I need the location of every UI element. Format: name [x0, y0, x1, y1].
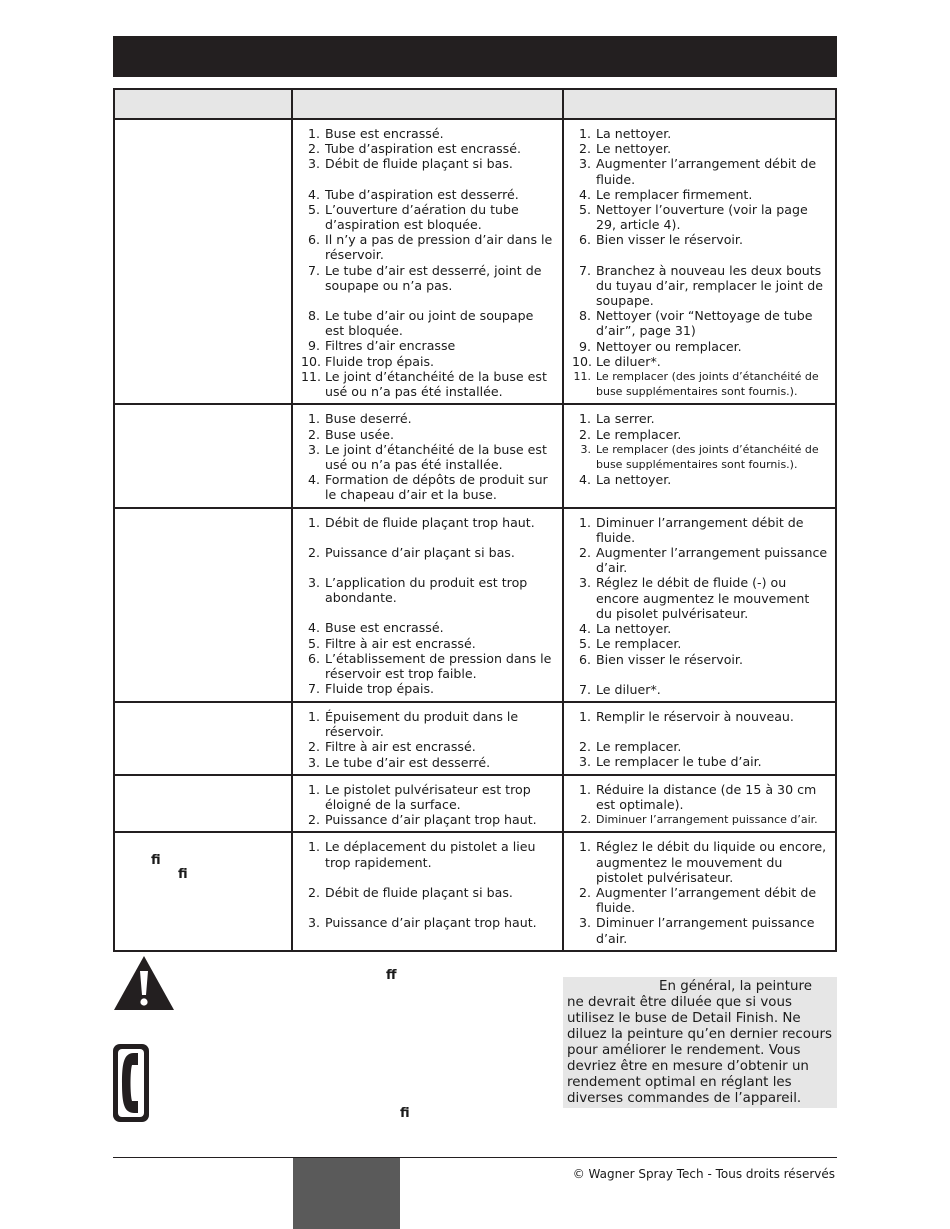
item-text: Épuisement du produit dans le réservoir.	[325, 708, 519, 740]
item-text: Le tube d’air est desserré.	[325, 754, 491, 770]
solution-item	[572, 354, 829, 369]
item-text: Filtre à air est encrassé.	[325, 635, 476, 651]
solution-item	[572, 682, 829, 697]
item-text: Nettoyer l’ouverture (voir la page 29, article 4).	[596, 202, 808, 233]
item-text: Puissance d’air plaçant si bas.	[325, 544, 515, 560]
solution-item	[572, 442, 829, 472]
table-row	[114, 119, 836, 404]
item-text: L’établissement de pression dans le réservoir est trop faible.	[325, 650, 552, 682]
cause-item	[301, 885, 556, 900]
solution-item	[572, 885, 829, 915]
cause-cell	[292, 702, 563, 775]
item-text: Débit de fluide plaçant trop haut.	[325, 514, 535, 530]
item-number: 7.	[307, 262, 320, 278]
item-text: La serrer.	[596, 411, 655, 427]
item-number: 5.	[578, 636, 591, 652]
item-number: 9.	[578, 338, 591, 354]
cause-list	[301, 782, 556, 828]
item-text: Le remplacer firmement.	[596, 186, 753, 202]
solution-list	[572, 515, 829, 697]
cause-cell	[292, 775, 563, 833]
item-number: 5.	[307, 201, 320, 217]
problem-cell	[114, 832, 292, 950]
table-row	[114, 775, 836, 833]
item-text: Le diluer*.	[596, 353, 661, 369]
cause-cell	[292, 119, 563, 404]
note-body: ne devrait être diluée que si vous utilisez le buse de Detail Finish. Ne diluez la peinture qu’en dernier recours pour améliorer le rendement. Vous devriez être en mesure d’obtenir un rendement optimal en réglant les diverses commandes de l’appareil.	[567, 995, 832, 1106]
item-text: Formation de dépôts de produit sur le chapeau d’air et la buse.	[325, 472, 548, 503]
item-number: 4.	[578, 621, 591, 637]
problem-cell	[114, 404, 292, 507]
item-number: 5.	[578, 202, 591, 218]
solution-item	[572, 621, 829, 636]
item-number: 1.	[307, 839, 320, 855]
item-text: Branchez à nouveau les deux bouts du tuyau d’air, remplacer le joint de soupape.	[596, 262, 824, 309]
cause-item	[301, 202, 556, 232]
cause-item	[301, 354, 556, 369]
item-text: Débit de fluide plaçant si bas.	[325, 884, 513, 900]
solution-list	[572, 782, 829, 828]
item-number: 1.	[578, 514, 591, 530]
item-number: 1.	[578, 839, 591, 855]
solution-item	[572, 369, 829, 399]
item-number: 8.	[578, 308, 591, 324]
solution-item	[572, 515, 829, 545]
solution-item	[572, 187, 829, 202]
item-number: 3.	[307, 441, 320, 457]
item-number: 3.	[580, 442, 591, 456]
item-number: 5.	[307, 635, 320, 651]
item-text: Nettoyer (voir “Nettoyage de tube d’air”, page 31)	[596, 308, 813, 339]
item-text: Diminuer l’arrangement puissance d’air.	[596, 813, 818, 827]
cause-item	[301, 709, 556, 739]
item-text: Le diluer*.	[596, 681, 661, 697]
solution-item	[572, 652, 829, 667]
item-text: Augmenter l’arrangement puissance d’air.	[596, 545, 828, 576]
cause-item	[301, 187, 556, 202]
cause-item	[301, 755, 556, 770]
table-header-row	[114, 89, 836, 119]
item-text: Remplir le réservoir à nouveau.	[596, 708, 794, 724]
solution-cell	[563, 119, 836, 404]
item-number: 3.	[307, 156, 320, 172]
warning-icon	[113, 955, 175, 1011]
item-number: 2.	[307, 812, 320, 828]
solution-cell	[563, 775, 836, 833]
phone-text-fragment: ﬁ	[400, 1106, 410, 1121]
item-text: Filtre à air est encrassé.	[325, 739, 476, 755]
item-text: Le remplacer (des joints d’étanchéité de buse supplémentaires sont fournis.).	[596, 442, 819, 472]
item-number: 9.	[307, 338, 320, 354]
solution-item	[572, 411, 829, 426]
cause-item	[301, 915, 556, 930]
cause-item	[301, 839, 556, 869]
item-number: 1.	[307, 781, 320, 797]
item-text: Le tube d’air ou joint de soupape est bloquée.	[325, 308, 534, 339]
solution-item	[572, 812, 829, 827]
table-row	[114, 508, 836, 702]
solution-item	[572, 339, 829, 354]
cause-list	[301, 515, 556, 697]
solution-item	[572, 141, 829, 156]
item-number: 6.	[307, 232, 320, 248]
item-text: Nettoyer ou remplacer.	[596, 338, 742, 354]
item-number: 2.	[578, 545, 591, 561]
item-text: Le pistolet pulvérisateur est trop éloigné de la surface.	[325, 781, 531, 812]
item-number: 2.	[307, 739, 320, 755]
telephone-icon	[112, 1043, 150, 1123]
solution-cell	[563, 702, 836, 775]
solution-item	[572, 545, 829, 575]
item-number: 2.	[578, 141, 591, 157]
item-text: Le déplacement du pistolet a lieu trop rapidement.	[325, 839, 536, 870]
item-text: Buse est encrassé.	[325, 620, 444, 636]
item-number: 6.	[578, 651, 591, 667]
item-number: 1.	[307, 126, 320, 141]
item-number: 11.	[301, 368, 322, 384]
solution-item	[572, 636, 829, 651]
cause-item	[301, 369, 556, 399]
item-text: Buse est encrassé.	[325, 126, 444, 141]
item-text: Le remplacer.	[596, 739, 682, 755]
cause-list	[301, 411, 556, 502]
item-text: La nettoyer.	[596, 126, 672, 141]
cause-item	[301, 427, 556, 442]
item-text: Réglez le débit de fluide (-) ou encore augmentez le mouvement du pisolet pulvérisateur.	[596, 575, 810, 621]
copyright: © Wagner Spray Tech - Tous droits réservés	[572, 1167, 835, 1181]
solution-cell	[563, 508, 836, 702]
solution-item	[572, 782, 829, 812]
item-number: 2.	[307, 426, 320, 442]
cause-item	[301, 126, 556, 141]
item-text: Tube d’aspiration est desserré.	[325, 186, 519, 202]
item-number: 1.	[307, 514, 320, 530]
solution-list	[572, 126, 829, 399]
item-text: Augmenter l’arrangement débit de fluide.	[596, 884, 817, 916]
solution-list	[572, 839, 829, 945]
solution-item	[572, 575, 829, 621]
item-number: 3.	[578, 754, 591, 770]
cause-item	[301, 308, 556, 338]
item-number: 3.	[578, 575, 591, 591]
item-number: 3.	[307, 575, 320, 591]
table-row	[114, 404, 836, 507]
item-text: Le tube d’air est desserré, joint de soupape ou n’a pas.	[325, 262, 542, 293]
problem-cell	[114, 508, 292, 702]
item-number: 3.	[307, 754, 320, 770]
solution-item	[572, 308, 829, 338]
cause-list	[301, 709, 556, 770]
item-number: 1.	[307, 411, 320, 427]
problem-text-fragment: ﬁ	[178, 867, 188, 883]
item-text: Bien visser le réservoir.	[596, 651, 743, 667]
solution-list	[572, 411, 829, 487]
cause-item	[301, 739, 556, 754]
item-text: Le remplacer (des joints d’étanchéité de buse supplémentaires sont fournis.).	[596, 370, 819, 399]
item-number: 4.	[578, 472, 591, 488]
cause-item	[301, 232, 556, 262]
table-row	[114, 702, 836, 775]
item-number: 2.	[578, 426, 591, 442]
cause-item	[301, 338, 556, 353]
item-text: Réglez le débit du liquide ou encore, augmentez le mouvement du pistolet pulvérisateur.	[596, 839, 827, 885]
cause-item	[301, 651, 556, 681]
item-text: Il n’y a pas de pression d’air dans le réservoir.	[325, 232, 553, 263]
solution-item	[572, 427, 829, 442]
troubleshooting-table	[113, 88, 837, 952]
item-text: Le remplacer.	[596, 636, 682, 652]
item-number: 10.	[301, 353, 322, 369]
item-number: 7.	[578, 681, 591, 697]
item-text: Puissance d’air plaçant trop haut.	[325, 812, 537, 828]
item-number: 1.	[307, 708, 320, 724]
header-cause	[292, 89, 563, 119]
item-text: Fluide trop épais.	[325, 681, 435, 697]
solution-item	[572, 126, 829, 141]
header-problem	[114, 89, 292, 119]
solution-item	[572, 232, 829, 247]
cause-list	[301, 839, 556, 930]
item-number: 3.	[578, 156, 591, 172]
footer-rule	[113, 1157, 837, 1158]
item-number: 3.	[578, 915, 591, 931]
solution-item	[572, 915, 829, 945]
item-number: 2.	[578, 884, 591, 900]
item-number: 4.	[578, 186, 591, 202]
item-number: 2.	[307, 884, 320, 900]
cause-cell	[292, 508, 563, 702]
item-text: Diminuer l’arrangement puissance d’air.	[596, 915, 815, 946]
item-number: 1.	[578, 781, 591, 797]
header-solution	[563, 89, 836, 119]
cause-cell	[292, 832, 563, 950]
cause-cell	[292, 404, 563, 507]
item-number: 2.	[578, 739, 591, 755]
cause-item	[301, 545, 556, 560]
item-text: Puissance d’air plaçant trop haut.	[325, 914, 537, 930]
item-text: Le joint d’étanchéité de la buse est usé ou n’a pas été installée.	[325, 368, 547, 400]
item-number: 4.	[307, 620, 320, 636]
problem-cell	[114, 775, 292, 833]
cause-list	[301, 126, 556, 399]
item-text: Buse usée.	[325, 426, 394, 442]
solution-item	[572, 202, 829, 232]
item-number: 11.	[573, 370, 591, 384]
cause-item	[301, 575, 556, 605]
item-number: 4.	[307, 472, 320, 488]
warning-text-fragment: ﬀ	[386, 968, 397, 983]
solution-item	[572, 472, 829, 487]
item-text: Le remplacer.	[596, 426, 682, 442]
item-text: L’application du produit est trop abondante.	[325, 575, 528, 606]
item-text: Débit de fluide plaçant si bas.	[325, 156, 513, 172]
item-number: 4.	[307, 186, 320, 202]
item-text: La nettoyer.	[596, 621, 672, 637]
solution-item	[572, 263, 829, 309]
page-number-box	[293, 1158, 400, 1229]
item-text: Buse deserré.	[325, 411, 412, 427]
item-number: 6.	[307, 650, 320, 666]
note-lead: En général, la peinture	[659, 979, 812, 994]
item-number: 10.	[572, 353, 593, 369]
item-text: Le remplacer le tube d’air.	[596, 754, 762, 770]
cause-item	[301, 620, 556, 635]
cause-item	[301, 515, 556, 530]
cause-item	[301, 472, 556, 502]
item-number: 8.	[307, 308, 320, 324]
item-text: L’ouverture d’aération du tube d’aspiration est bloquée.	[325, 201, 519, 233]
cause-item	[301, 411, 556, 426]
problem-text-fragment: ﬁ	[151, 853, 161, 869]
solution-item	[572, 156, 829, 186]
item-text: Bien visser le réservoir.	[596, 232, 743, 248]
problem-cell	[114, 702, 292, 775]
cause-item	[301, 156, 556, 171]
item-text: Diminuer l’arrangement débit de fluide.	[596, 514, 804, 545]
item-text: La nettoyer.	[596, 472, 672, 488]
solution-item	[572, 709, 829, 724]
item-number: 1.	[578, 411, 591, 427]
cause-item	[301, 681, 556, 696]
item-number: 7.	[307, 681, 320, 697]
problem-cell	[114, 119, 292, 404]
item-text: Fluide trop épais.	[325, 353, 435, 369]
cause-item	[301, 442, 556, 472]
cause-item	[301, 812, 556, 827]
item-text: Filtres d’air encrasse	[325, 338, 456, 354]
item-number: 2.	[307, 141, 320, 157]
item-number: 6.	[578, 232, 591, 248]
item-number: 1.	[578, 126, 591, 141]
cause-item	[301, 141, 556, 156]
item-number: 1.	[578, 708, 591, 724]
cause-item	[301, 636, 556, 651]
item-number: 7.	[578, 262, 591, 278]
section-title-bar	[113, 36, 837, 77]
item-text: Le nettoyer.	[596, 141, 672, 157]
solution-list	[572, 709, 829, 770]
item-number: 3.	[307, 914, 320, 930]
dilution-note	[563, 977, 837, 1108]
solution-cell	[563, 404, 836, 507]
item-text: Le joint d’étanchéité de la buse est usé ou n’a pas été installée.	[325, 441, 547, 473]
solution-item	[572, 739, 829, 754]
item-number: 2.	[307, 544, 320, 560]
item-number: 2.	[580, 813, 591, 827]
cause-item	[301, 263, 556, 293]
item-text: Tube d’aspiration est encrassé.	[325, 141, 521, 157]
cause-item	[301, 782, 556, 812]
solution-cell	[563, 832, 836, 950]
solution-item	[572, 839, 829, 885]
item-text: Réduire la distance (de 15 à 30 cm est optimale).	[596, 781, 817, 812]
item-text: Augmenter l’arrangement débit de fluide.	[596, 156, 817, 187]
solution-item	[572, 754, 829, 769]
table-row	[114, 832, 836, 950]
